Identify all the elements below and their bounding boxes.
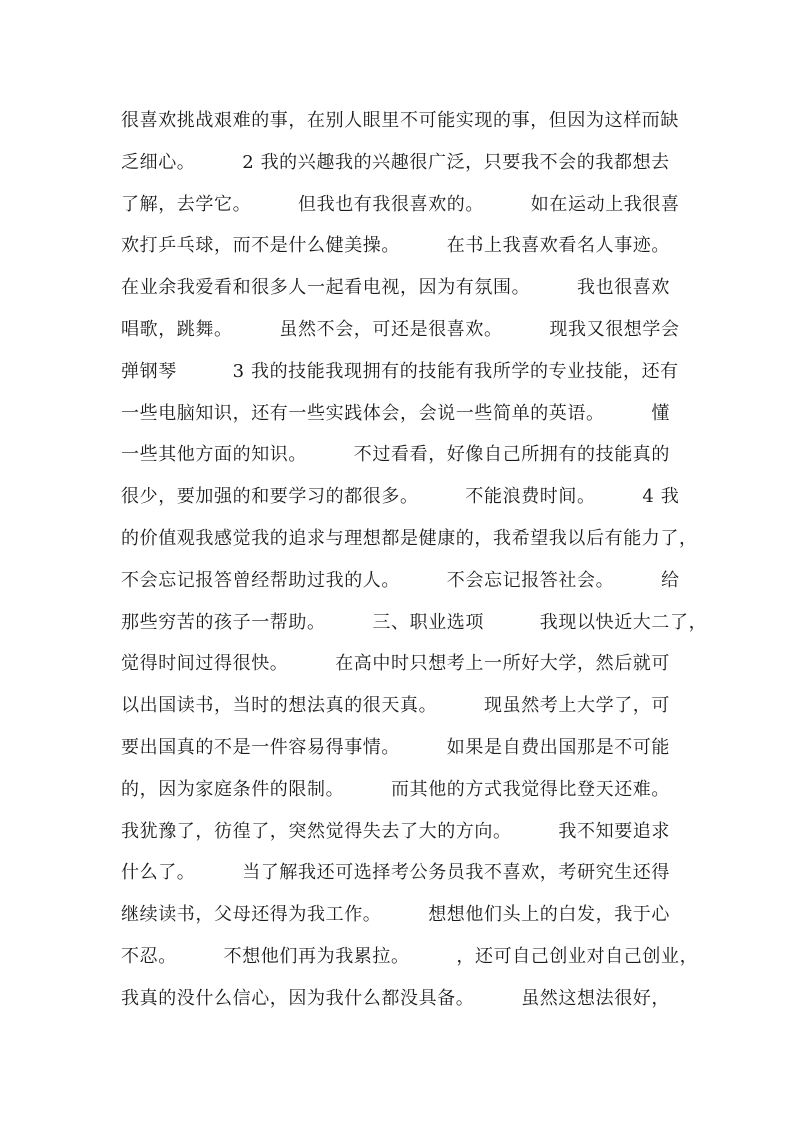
text-line: 欢打乒乓球，而不是什么健美操。 在书上我喜欢看名人事迹。	[121, 235, 670, 257]
text-line: 继续读书，父母还得为我工作。 想想他们头上的白发，我于心	[121, 904, 670, 926]
text-line: 了解，去学它。 但我也有我很喜欢的。 如在运动上我很喜	[121, 193, 680, 215]
text-line: 乏细心。 2 我的兴趣我的兴趣很广泛，只要我不会的我都想去	[121, 151, 670, 173]
text-line: 要出国真的不是一件容易得事情。 如果是自费出国那是不可能	[121, 736, 670, 758]
text-line: 的，因为家庭条件的限制。 而其他的方式我觉得比登天还难。	[121, 778, 670, 800]
text-line: 一些其他方面的知识。 不过看看，好像自己所拥有的技能真的	[121, 444, 670, 466]
text-line: 不会忘记报答曾经帮助过我的人。 不会忘记报答社会。 给	[121, 569, 680, 591]
text-line: 很少，要加强的和要学习的都很多。 不能浪费时间。 4 我	[121, 486, 680, 508]
text-line: 我犹豫了，彷徨了，突然觉得失去了大的方向。 我不知要追求	[121, 820, 670, 842]
text-line: 唱歌，跳舞。 虽然不会，可还是很喜欢。 现我又很想学会	[121, 318, 680, 340]
text-line: 一些电脑知识，还有一些实践体会，会说一些简单的英语。 懂	[121, 402, 670, 424]
text-line: 弹钢琴 3 我的技能我现拥有的技能有我所学的专业技能，还有	[121, 360, 679, 382]
text-line: 的价值观我感觉我的追求与理想都是健康的，我希望我以后有能力了，	[121, 527, 698, 549]
text-line: 以出国读书，当时的想法真的很天真。 现虽然考上大学了，可	[121, 695, 670, 717]
text-line: 很喜欢挑战艰难的事，在别人眼里不可能实现的事，但因为这样而缺	[121, 110, 679, 131]
body-text	[121, 100, 708, 1020]
text-line: 那些穷苦的孩子一帮助。 三、职业选项 我现以快近大二了，	[121, 611, 708, 633]
text-line: 不忍。 不想他们再为我累拉。 ，还可自己创业对自己创业，	[121, 945, 699, 967]
text-line: 什么了。 当了解我还可选择考公务员我不喜欢，考研究生还得	[121, 862, 670, 884]
text-line: 觉得时间过得很快。 在高中时只想考上一所好大学，然后就可	[121, 653, 670, 675]
text-line: 在业余我爱看和很多人一起看电视，因为有氛围。 我也很喜欢	[121, 277, 670, 299]
text-line: 我真的没什么信心，因为我什么都没具备。 虽然这想法很好，	[121, 987, 670, 1009]
